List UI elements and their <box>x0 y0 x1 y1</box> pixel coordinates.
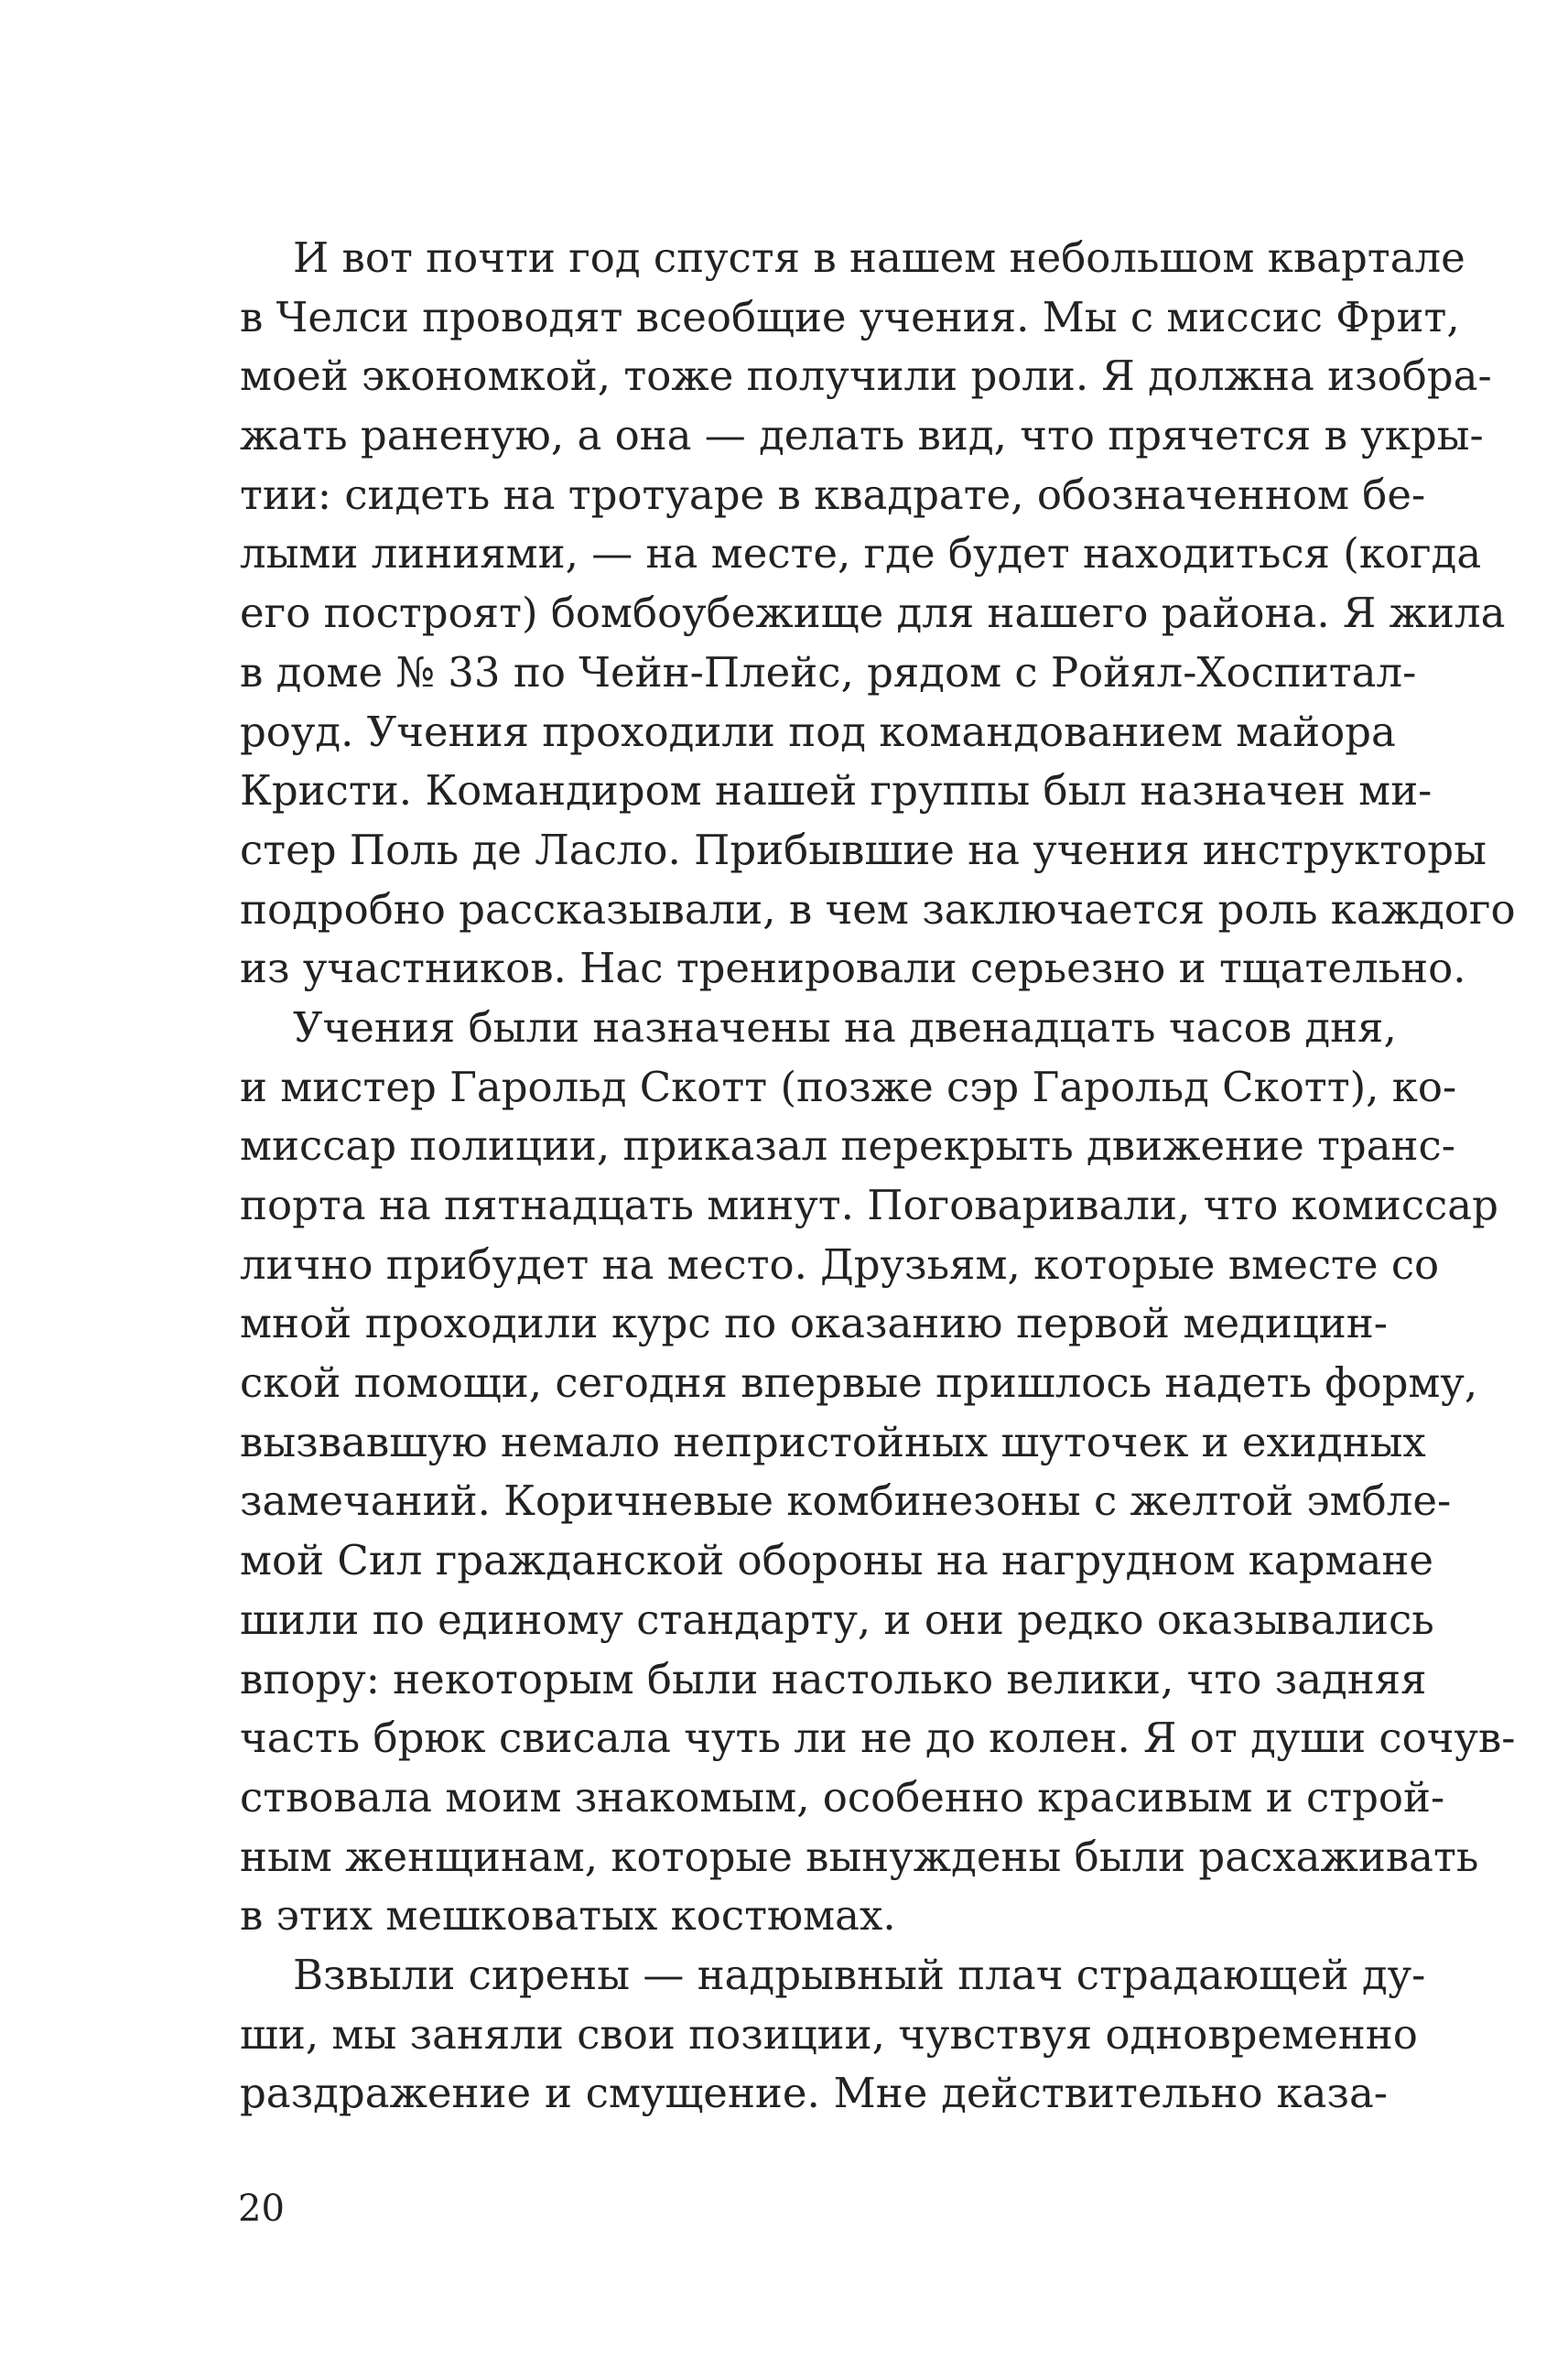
text-line: Взвыли сирены — надрывный плач страдающей ду- <box>293 1950 1426 1999</box>
text-line: роуд. Учения проходили под командованием майора <box>240 707 1396 756</box>
text-line: мной проходили курс по оказанию первой медицин- <box>240 1299 1388 1348</box>
text-line: замечаний. Коричневые комбинезоны с желтой эмбле- <box>240 1476 1452 1526</box>
text-line: часть брюк свисала чуть ли не до колен. Я от души сочув- <box>240 1714 1516 1763</box>
text-line: лыми линиями, — на месте, где будет находиться (когда <box>240 529 1482 579</box>
text-line: тии: сидеть на тротуаре в квадрате, обозначенном бе- <box>240 470 1426 519</box>
text-line: И вот почти год спустя в нашем небольшом квартале <box>293 233 1465 282</box>
text-line: ствовала моим знакомым, особенно красивым и строй- <box>240 1772 1445 1822</box>
text-line: и мистер Гарольд Скотт (позже сэр Гарольд Скотт), ко- <box>240 1062 1457 1111</box>
text-line: Кристи. Командиром нашей группы был назначен ми- <box>240 766 1433 816</box>
text-line: в этих мешковатых костюмах. <box>240 1891 896 1941</box>
body-text <box>240 229 1516 2124</box>
text-line: Учения были назначены на двенадцать часов дня, <box>293 1002 1397 1052</box>
text-line: подробно рассказывали, в чем заключается роль каждого <box>240 884 1516 934</box>
text-line: из участников. Нас тренировали серьезно и тщательно. <box>240 944 1466 993</box>
text-line: миссар полиции, приказал перекрыть движение транс- <box>240 1121 1455 1171</box>
text-line: в доме № 33 по Чейн-Плейс, рядом с Ройял-Хоспитал- <box>240 647 1417 697</box>
text-line: ным женщинам, которые вынуждены были расхаживать <box>240 1832 1479 1881</box>
text-line: жать раненую, а она — делать вид, что прячется в укры- <box>240 411 1484 460</box>
text-line: раздражение и смущение. Мне действительно каза- <box>240 2069 1388 2118</box>
text-line: стер Поль де Ласло. Прибывшие на учения инструкторы <box>240 825 1487 874</box>
text-line: шили по единому стандарту, и они редко оказывались <box>240 1595 1434 1644</box>
text-line: моей экономкой, тоже получили роли. Я должна изобра- <box>240 351 1492 401</box>
text-line: порта на пятнадцать минут. Поговаривали, что комиссар <box>240 1181 1498 1229</box>
text-line: ской помощи, сегодня впервые пришлось надеть форму, <box>240 1358 1478 1408</box>
text-line: ши, мы заняли свои позиции, чувствуя одновременно <box>240 2009 1418 2059</box>
text-line: в Челси проводят всеобщие учения. Мы с миссис Фрит, <box>240 292 1460 341</box>
text-line: его построят) бомбоубежище для нашего района. Я жила <box>240 589 1506 638</box>
text-line: лично прибудет на место. Друзьям, которые вместе со <box>240 1239 1440 1289</box>
text-line: вызвавшую немало непристойных шуточек и ехидных <box>240 1417 1426 1466</box>
page-number: 20 <box>238 2188 285 2230</box>
text-line: мой Сил гражданской обороны на нагрудном кармане <box>240 1536 1433 1585</box>
text-line: впору: некоторым были настолько велики, что задняя <box>240 1654 1427 1703</box>
